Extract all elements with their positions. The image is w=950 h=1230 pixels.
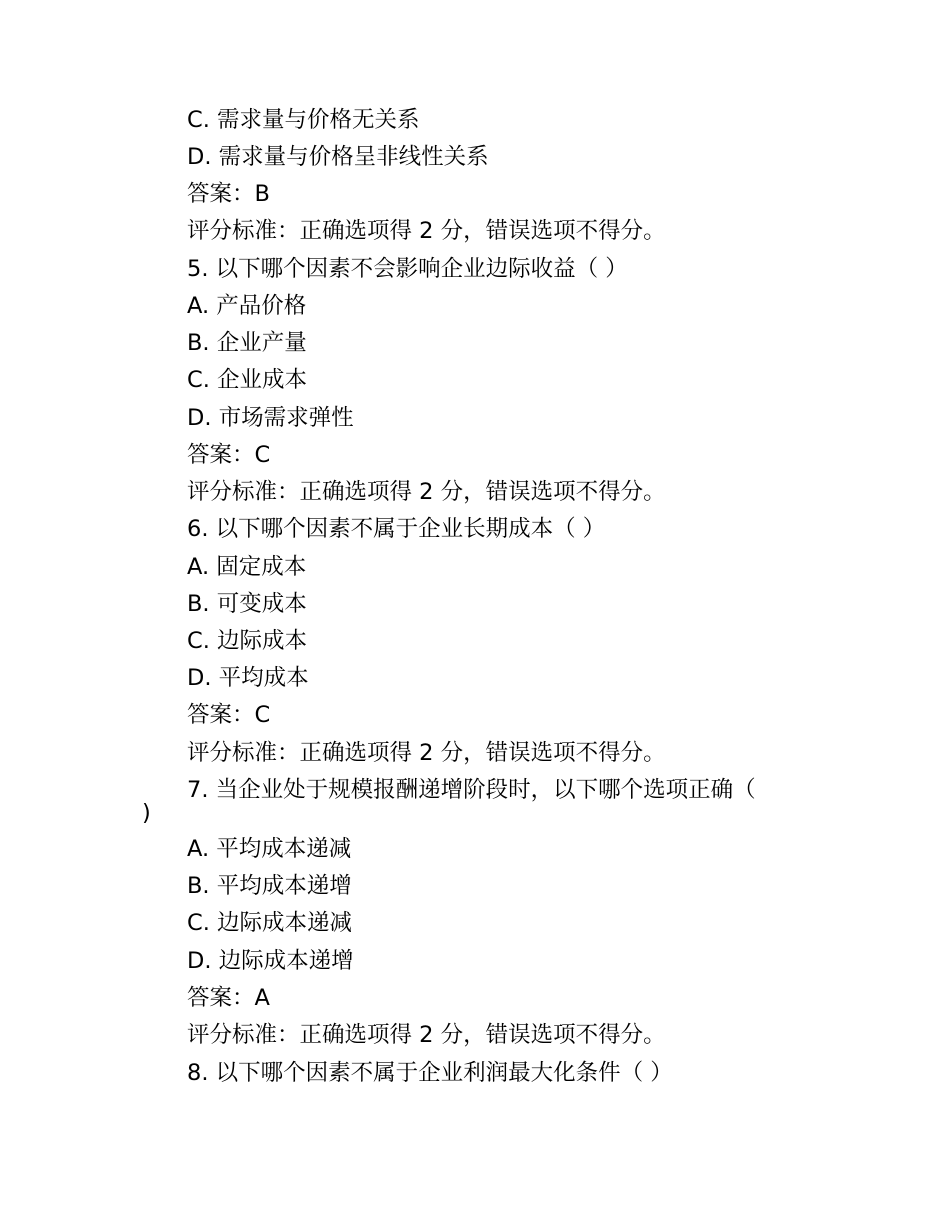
q7-option-a: A. 平均成本递减 <box>187 836 352 862</box>
q7-option-b: B. 平均成本递增 <box>187 873 352 899</box>
q6-question: 6. 以下哪个因素不属于企业长期成本（ ） <box>187 516 606 542</box>
q4-option-d: D. 需求量与价格呈非线性关系 <box>187 144 489 170</box>
q6-option-a: A. 固定成本 <box>187 554 307 580</box>
q7-option-d: D. 边际成本递增 <box>187 948 354 974</box>
q6-option-b: B. 可变成本 <box>187 591 307 617</box>
q4-answer: 答案：B <box>187 181 270 207</box>
q7-question-wrap: ) <box>142 800 151 826</box>
q5-option-b: B. 企业产量 <box>187 330 307 356</box>
q5-scoring: 评分标准：正确选项得 2 分，错误选项不得分。 <box>187 479 666 505</box>
q7-answer: 答案：A <box>187 985 270 1011</box>
q7-question: 7. 当企业处于规模报酬递增阶段时，以下哪个选项正确（ <box>187 777 756 803</box>
q6-option-d: D. 平均成本 <box>187 665 309 691</box>
q7-scoring: 评分标准：正确选项得 2 分，错误选项不得分。 <box>187 1022 666 1048</box>
q7-option-c: C. 边际成本递减 <box>187 910 353 936</box>
q8-question: 8. 以下哪个因素不属于企业利润最大化条件（ ） <box>187 1060 673 1086</box>
q5-question: 5. 以下哪个因素不会影响企业边际收益（ ） <box>187 256 628 282</box>
q4-scoring: 评分标准：正确选项得 2 分，错误选项不得分。 <box>187 218 666 244</box>
q6-option-c: C. 边际成本 <box>187 628 308 654</box>
q4-option-c: C. 需求量与价格无关系 <box>187 107 420 133</box>
q5-option-a: A. 产品价格 <box>187 293 307 319</box>
q6-answer: 答案：C <box>187 702 271 728</box>
q6-scoring: 评分标准：正确选项得 2 分，错误选项不得分。 <box>187 740 666 766</box>
q5-option-d: D. 市场需求弹性 <box>187 405 354 431</box>
q5-option-c: C. 企业成本 <box>187 367 308 393</box>
q5-answer: 答案：C <box>187 442 271 468</box>
